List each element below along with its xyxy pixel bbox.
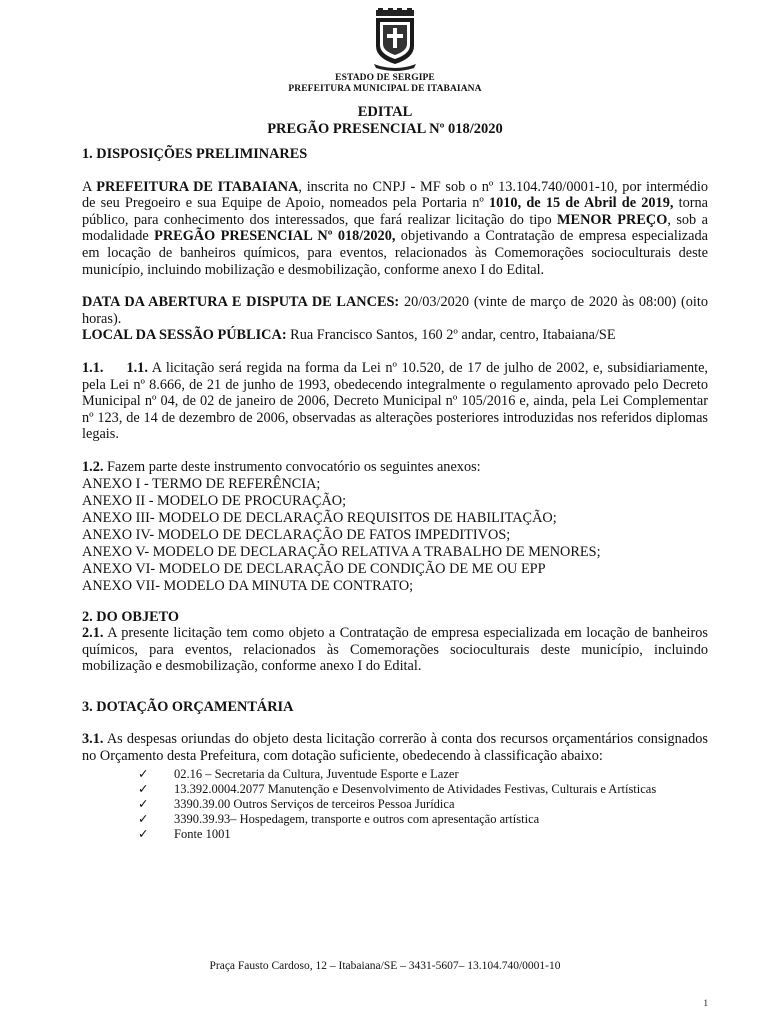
budget-allocation-list <box>138 767 708 842</box>
session-location: LOCAL DA SESSÃO PÚBLICA: Rua Francisco Santos, 160 2º andar, centro, Itabaiana/SE <box>82 327 616 344</box>
list-item: ✓ 02.16 – Secretaria da Cultura, Juventude Esporte e Lazer <box>138 766 459 781</box>
opening-date: DATA DA ABERTURA E DISPUTA DE LANCES: 20/03/2020 (vinte de março de 2020 às 08:00) (oito horas). <box>82 294 708 327</box>
annex-item: ANEXO I - TERMO DE REFERÊNCIA; <box>82 475 321 492</box>
list-item: ✓ 13.392.0004.2077 Manutenção e Desenvolvimento de Atividades Festivas, Culturais e Artísticas <box>138 781 657 796</box>
list-item: ✓ Fonte 1001 <box>138 826 231 841</box>
page-number: 1 <box>703 998 708 1008</box>
annex-item: ANEXO VII- MODELO DA MINUTA DE CONTRATO; <box>82 577 414 594</box>
document-title: EDITAL <box>357 104 413 120</box>
document-body <box>82 146 708 842</box>
checkmark-icon: ✓ <box>138 766 149 781</box>
clause-1-1: 1.1. 1.1. A licitação será regida na forma da Lei nº 10.520, de 17 de julho de 2002, e, subsidiariamente, pela Lei nº 8.666, de 21 de junho de 1993, obedecendo integralmente o regulamento aprovado pelo Decreto Municipal nº 04, de 02 de janeiro de 2006, Decreto Municipal nº 105/2016 e, ainda, pela Lei Complementar nº 123, de 14 de dezembro de 2006, observadas as alterações posteriores introduzidas nos referidos diplomas legais. <box>82 359 708 443</box>
header-state: ESTADO DE SERGIPE <box>335 73 435 83</box>
checkmark-icon: ✓ <box>138 796 149 811</box>
municipal-crest-icon <box>370 8 420 72</box>
section-3-heading: 3. DOTAÇÃO ORÇAMENTÁRIA <box>82 698 294 715</box>
document-subtitle: PREGÃO PRESENCIAL Nº 018/2020 <box>267 121 503 137</box>
checkmark-icon: ✓ <box>138 781 149 796</box>
section-2-heading: 2. DO OBJETO <box>82 608 180 625</box>
section-1-intro: A PREFEITURA DE ITABAIANA, inscrita no CNPJ - MF sob o nº 13.104.740/0001-10, por intermédio de seu Pregoeiro e sua Equipe de Apoio, nomeados pela Portaria nº 1010, de 15 de Abril de 2019, torna público, para conhecimento dos interessados, que fará realizar licitação do tipo MENOR PREÇO, sob a modalidade PREGÃO PRESENCIAL Nº 018/2020, objetivando a Contratação de empresa especializada em locação de banheiros químicos, para eventos, relacionados às Comemorações socioculturais deste município, incluindo mobilização e desmobilização, conforme anexo I do Edital. <box>82 178 708 278</box>
page-footer-address: Praça Fausto Cardoso, 12 – Itabaiana/SE – 3431-5607– 13.104.740/0001-10 <box>209 960 561 972</box>
section-1-heading: 1. DISPOSIÇÕES PRELIMINARES <box>82 146 308 162</box>
clause-3-1: 3.1. As despesas oriundas do objeto desta licitação correrão à conta dos recursos orçamentários consignados no Orçamento desta Prefeitura, com dotação suficiente, obedecendo à classificação abaixo: <box>82 731 708 765</box>
annex-item: ANEXO IV- MODELO DE DECLARAÇÃO DE FATOS IMPEDITIVOS; <box>82 526 511 543</box>
annex-item: ANEXO II - MODELO DE PROCURAÇÃO; <box>82 492 347 509</box>
header-municipality: PREFEITURA MUNICIPAL DE ITABAIANA <box>288 84 482 94</box>
checkmark-icon: ✓ <box>138 811 149 826</box>
list-item: ✓ 3390.39.00 Outros Serviços de terceiros Pessoa Jurídica <box>138 796 455 811</box>
annex-item: ANEXO III- MODELO DE DECLARAÇÃO REQUISITOS DE HABILITAÇÃO; <box>82 509 557 526</box>
annex-item: ANEXO VI- MODELO DE DECLARAÇÃO DE CONDIÇÃO DE ME OU EPP <box>82 560 546 577</box>
checkmark-icon: ✓ <box>138 826 149 841</box>
annex-item: ANEXO V- MODELO DE DECLARAÇÃO RELATIVA A TRABALHO DE MENORES; <box>82 543 601 560</box>
clause-1-2: 1.2. Fazem parte deste instrumento convocatório os seguintes anexos: <box>82 458 481 475</box>
list-item: ✓ 3390.39.93– Hospedagem, transporte e outros com apresentação artística <box>138 811 540 826</box>
clause-2-1: 2.1. A presente licitação tem como objeto a Contratação de empresa especializada em locação de banheiros químicos, para eventos, relacionados às Comemorações socioculturais deste município, incluindo mobilização e desmobilização, conforme anexo I do Edital. <box>82 625 708 675</box>
annex-list <box>82 476 708 595</box>
